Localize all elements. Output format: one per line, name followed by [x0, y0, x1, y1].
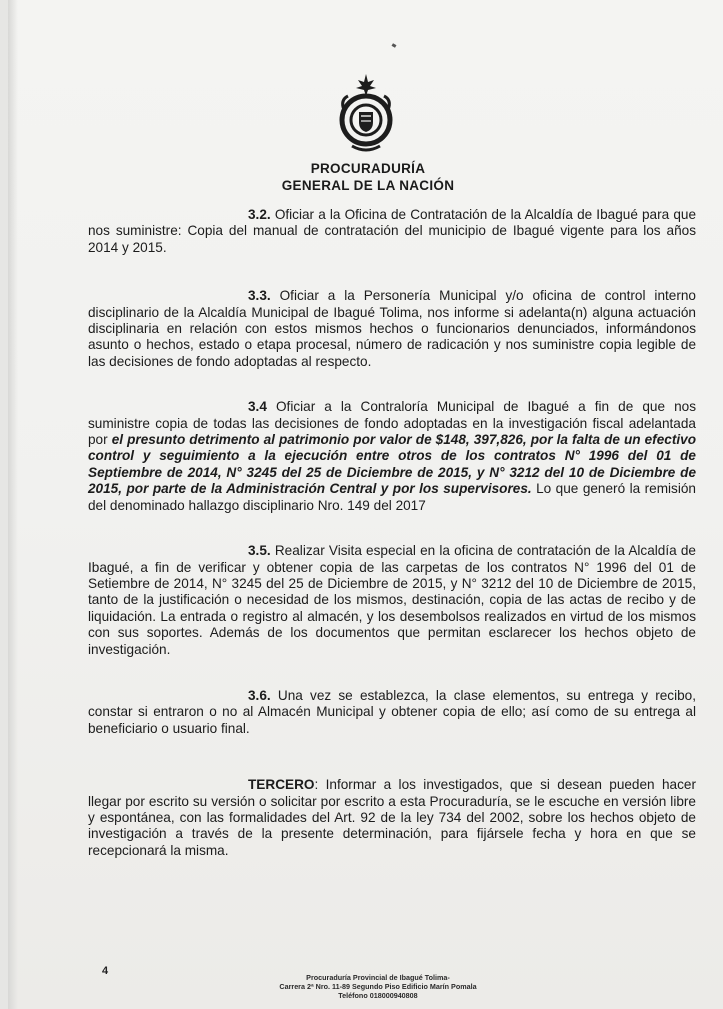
- paper-speck: [392, 43, 397, 48]
- document-body: [88, 207, 696, 859]
- paragraph-number: 3.5.: [248, 543, 271, 559]
- paragraph-3-3: [88, 288, 696, 370]
- paragraph-text: Oficiar a la Contraloría Municipal de Ibagué a fin de que nos suministre copia de todas las decisiones de fondo adoptadas en la investigación fiscal adelantada por: [88, 399, 696, 448]
- paragraph-text: Una vez se establezca, la clase elementos, su entrega y recibo, constar si entraron o no al Almacén Municipal y obtener copia de ello; así como de su entrega al beneficiario o usuario final.: [88, 687, 696, 736]
- paragraph-number: 3.3.: [248, 288, 271, 304]
- footer-line-1: Procuraduría Provincial de Ibagué Tolima-: [306, 973, 450, 982]
- page-number: 4: [102, 965, 109, 977]
- page-footer: [228, 973, 528, 1000]
- paragraph-text: Oficiar a la Oficina de Contratación de la Alcaldía de Ibagué para que nos suministre: Copia del manual de contratación del municipio de Ibagué vigente para los años 2014 y 2015.: [88, 207, 697, 255]
- paragraph-number: TERCERO: [248, 777, 315, 793]
- paragraph-number: 3.6.: [248, 687, 271, 703]
- paragraph-text: Oficiar a la Personería Municipal y/o oficina de control interno disciplinario de la Alcaldía Municipal de Ibagué Tolima, nos informe si adelanta(n) alguna actuación disciplinaria en relación con estos mismos hechos o funcionarios denunciados, informándonos asunto o hechos, estado o etapa procesal, número de radicación y nos suministre copia legible de las decisiones de fondo adoptadas al respecto.: [88, 288, 696, 369]
- paragraph-3-2: [88, 207, 696, 256]
- footer-line-3: Teléfono 018000940808: [338, 991, 418, 1000]
- organization-name: [248, 160, 488, 194]
- document-page: [8, 0, 723, 1009]
- org-line-2: GENERAL DE LA NACIÓN: [281, 178, 455, 193]
- paragraph-text: : Informar a los investigados, que si desean pueden hacer llegar por escrito su versión o solicitar por escrito a esta Procuraduría, se le escuche en versión libre y espontánea, con las formalidades del Art. 92 de la ley 734 del 2002, sobre los hechos objeto de investigación a través de la presente determinación, para fijársele fecha y hora en que se recepcionará la misma.: [88, 777, 696, 858]
- footer-line-2: Carrera 2ª Nro. 11-89 Segundo Piso Edificio Marín Pomala: [279, 982, 477, 991]
- org-line-1: PROCURADURÍA: [310, 161, 426, 176]
- paragraph-3-5: [88, 543, 696, 658]
- coat-of-arms-icon: [338, 70, 394, 158]
- paragraph-number: 3.2.: [248, 207, 271, 222]
- paragraph-text: Realizar Visita especial en la oficina de contratación de la Alcaldía de Ibagué, a fin de verificar y obtener copia de las carpetas de los contratos N° 1996 del 01 de Setiembre de 2014, N° 3245 del 25 de Diciembre de 2015, y N° 3212 del 10 de Diciembre de 2015, tanto de la justificación o necesidad de los mismos, destinación, copia de las actas de recibo y de liquidación. La entrada o registro al almacén, y los desembolsos realizados en virtud de los mismos con sus soportes. Además de los documentos que permitan esclarecer los hechos objeto de investigación.: [88, 543, 696, 657]
- paragraph-text-tail: Lo que generó la remisión del denominado hallazgo disciplinario Nro. 149 del 2017: [88, 481, 696, 513]
- paragraph-emphasis: el presunto detrimento al patrimonio por valor de $148, 397,826, por la falta de un efectivo control y seguimiento a la ejecución entre otros de los contratos N° 1996 del 01 de Septiembre de 2014, N° 3245 del 25 de Diciembre de 2015, y N° 3212 del 10 de Diciembre de 2015, por parte de la Administración Central y por los supervisores.: [88, 432, 696, 497]
- paragraph-3-4: [88, 399, 696, 514]
- paragraph-tercero: [88, 777, 696, 859]
- paragraph-number: 3.4: [248, 399, 267, 415]
- paragraph-3-6: [88, 688, 696, 737]
